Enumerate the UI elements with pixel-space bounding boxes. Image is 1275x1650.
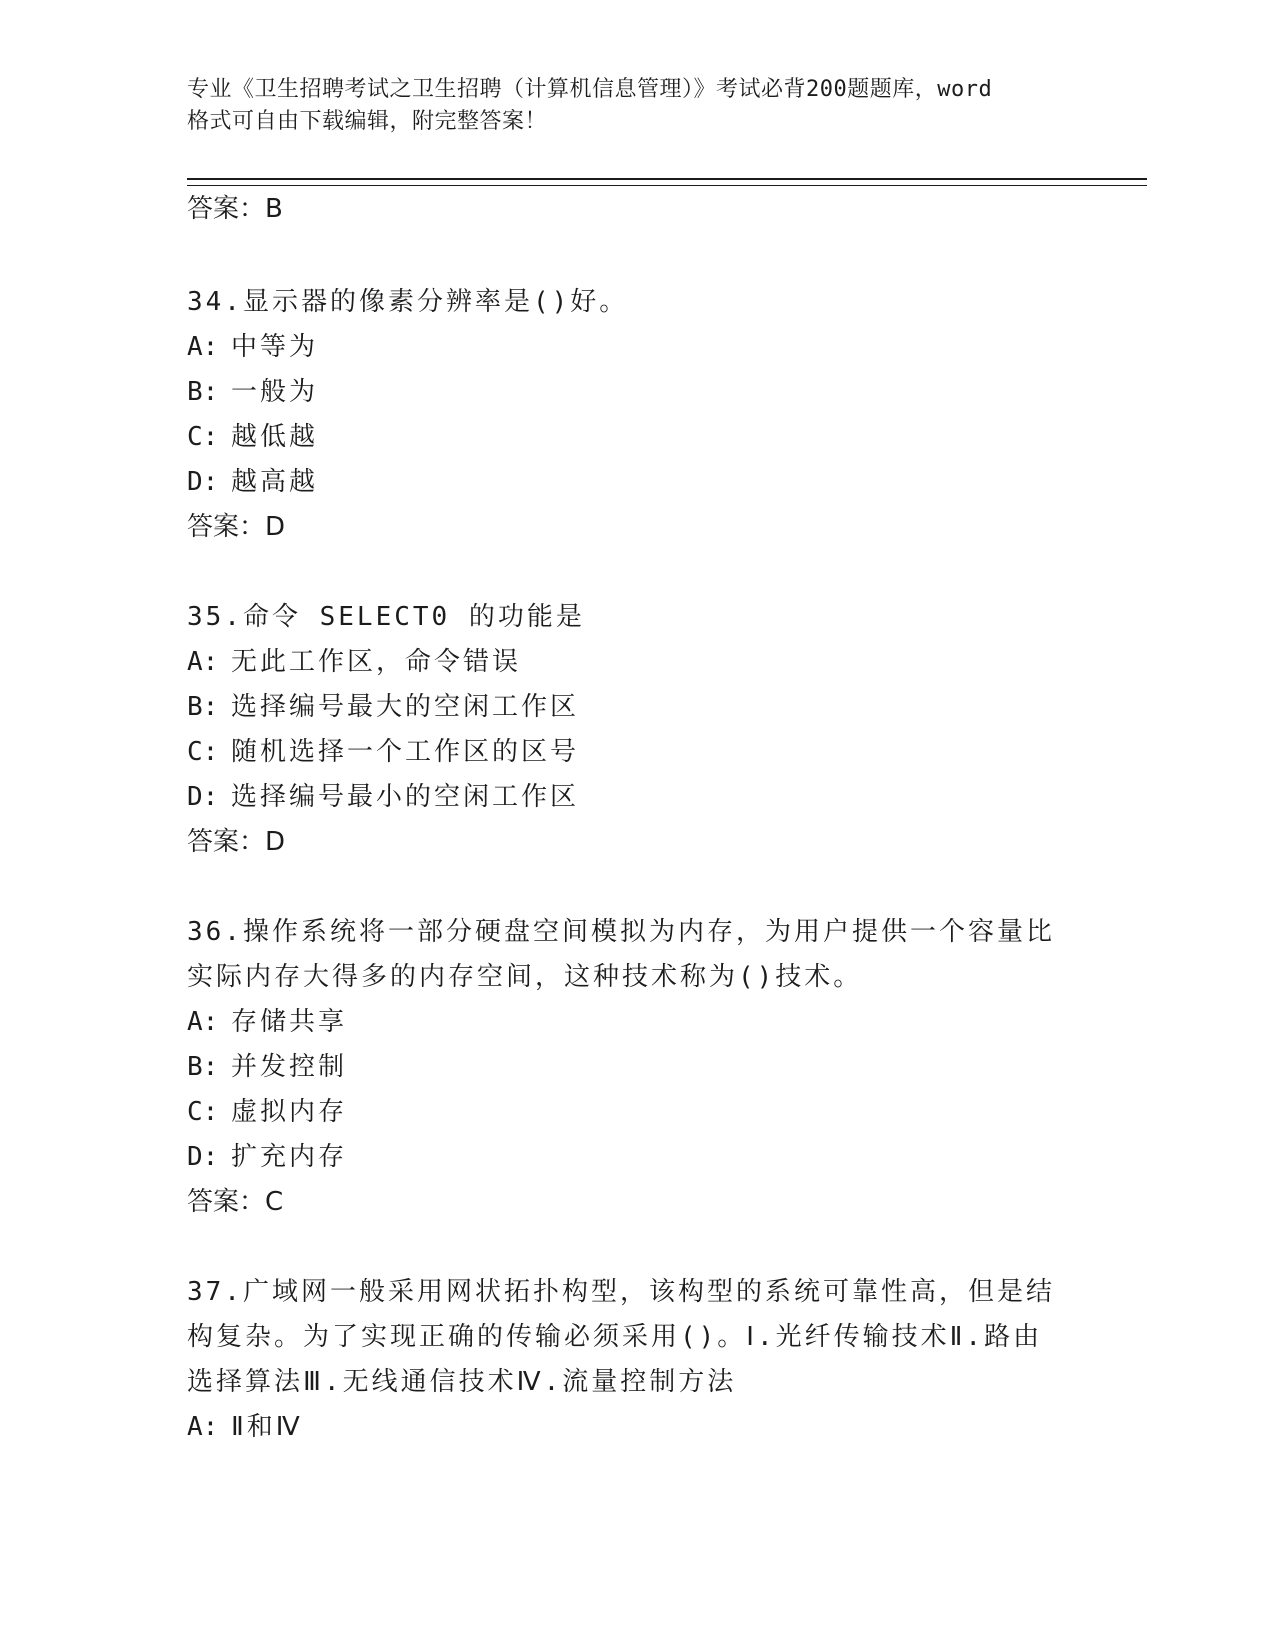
option-a	[187, 1405, 1067, 1450]
question-stem: 35.命令 SELECT0 的功能是	[187, 602, 585, 632]
option-text: 中等为	[231, 332, 319, 362]
option-key: D:	[187, 1142, 219, 1172]
question-37	[187, 1270, 1067, 1450]
option-text: 虚拟内存	[231, 1097, 348, 1127]
answer-33: 答案：B	[187, 194, 283, 224]
option-d	[187, 775, 1067, 820]
option-text: 一般为	[231, 377, 319, 407]
document-header	[187, 74, 1087, 138]
option-a	[187, 640, 1067, 685]
option-a	[187, 1000, 1067, 1045]
option-text: 扩充内存	[231, 1142, 348, 1172]
option-b	[187, 370, 1067, 415]
header-divider	[187, 178, 1147, 186]
option-text: 越低越	[231, 422, 319, 452]
option-key: C:	[187, 422, 219, 452]
option-b	[187, 685, 1067, 730]
option-text: 选择编号最小的空闲工作区	[231, 782, 580, 812]
option-text: 无此工作区，命令错误	[231, 647, 522, 677]
option-key: A:	[187, 332, 219, 362]
option-c	[187, 730, 1067, 775]
option-text: 越高越	[231, 467, 319, 497]
question-stem: 37.广域网一般采用网状拓扑构型，该构型的系统可靠性高，但是结构复杂。为了实现正确的传输必须采用()。Ⅰ.光纤传输技术Ⅱ.路由选择算法Ⅲ.无线通信技术Ⅳ.流量控制方法	[187, 1277, 1055, 1397]
option-d	[187, 460, 1067, 505]
question-36	[187, 910, 1067, 1225]
option-text: 随机选择一个工作区的区号	[231, 737, 580, 767]
option-key: C:	[187, 1097, 219, 1127]
option-key: B:	[187, 692, 219, 722]
option-key: C:	[187, 737, 219, 767]
header-line-1: 专业《卫生招聘考试之卫生招聘（计算机信息管理）》考试必背200题题库，word	[187, 77, 993, 102]
question-35	[187, 595, 1067, 865]
answer: 答案：D	[187, 512, 286, 542]
option-b	[187, 1045, 1067, 1090]
header-line-2: 格式可自由下载编辑，附完整答案！	[187, 109, 548, 134]
question-stem: 34.显示器的像素分辨率是()好。	[187, 287, 629, 317]
option-c	[187, 415, 1067, 460]
question-list	[187, 280, 1067, 1495]
option-c	[187, 1090, 1067, 1135]
answer: 答案：D	[187, 827, 286, 857]
option-text: Ⅱ和Ⅳ	[231, 1412, 303, 1442]
option-key: A:	[187, 1007, 219, 1037]
option-key: A:	[187, 1412, 219, 1442]
option-key: B:	[187, 1052, 219, 1082]
question-stem: 36.操作系统将一部分硬盘空间模拟为内存，为用户提供一个容量比实际内存大得多的内存空间，这种技术称为()技术。	[187, 917, 1055, 992]
option-text: 并发控制	[231, 1052, 348, 1082]
option-key: D:	[187, 467, 219, 497]
option-text: 存储共享	[231, 1007, 348, 1037]
option-key: D:	[187, 782, 219, 812]
option-key: B:	[187, 377, 219, 407]
option-key: A:	[187, 647, 219, 677]
answer: 答案：C	[187, 1187, 284, 1217]
question-34	[187, 280, 1067, 550]
option-d	[187, 1135, 1067, 1180]
option-a	[187, 325, 1067, 370]
option-text: 选择编号最大的空闲工作区	[231, 692, 580, 722]
